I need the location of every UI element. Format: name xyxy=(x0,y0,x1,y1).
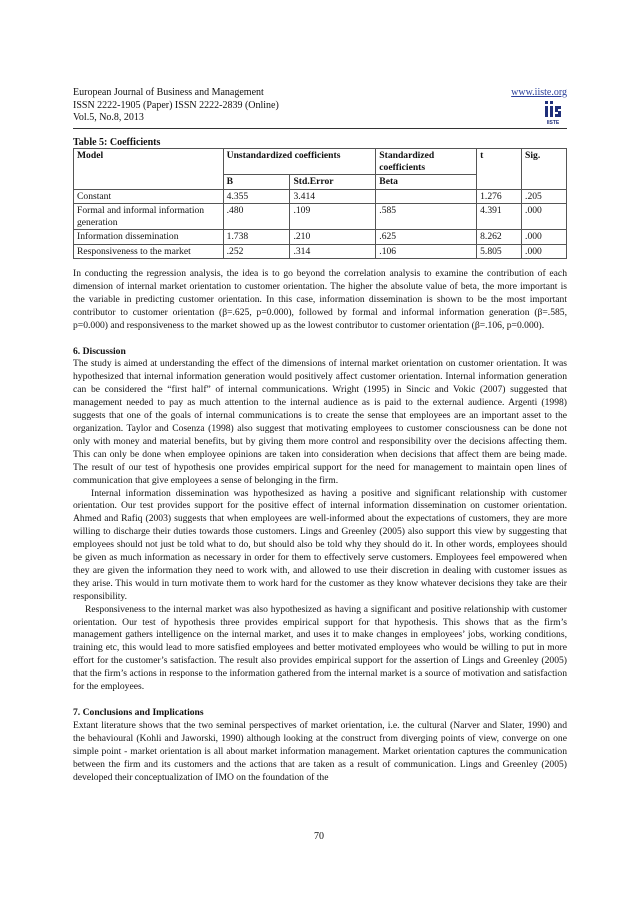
table-row xyxy=(74,244,567,259)
cell-beta: .106 xyxy=(376,244,477,259)
cell-sig: .205 xyxy=(522,189,567,204)
cell-se: 3.414 xyxy=(290,189,376,204)
cell-t: 8.262 xyxy=(477,230,522,245)
col-t: t xyxy=(477,149,522,190)
col-b: B xyxy=(223,175,290,190)
cell-model: Responsiveness to the market xyxy=(74,244,224,259)
table-row xyxy=(74,189,567,204)
section-heading-conclusions: 7. Conclusions and Implications xyxy=(73,707,204,718)
journal-title: European Journal of Business and Management xyxy=(73,87,264,98)
table-caption: Table 5: Coefficients xyxy=(73,137,161,148)
cell-t: 1.276 xyxy=(477,189,522,204)
conclusions-paragraph: Extant literature shows that the two seminal perspectives of market orientation, i.e. the cultural (Narver and Slater, 1990) and the behavioural (Kohli and Jaworski, 1990) although looking at the construct from diverging points of view, converge on one simple point - market orientation is all about market information management. Market orientation captures the communication between the firm and its customers and the actions that are taken as a result of communication. Lings and Greenley (2005) developed their conceptualization of IMO on the foundation of the xyxy=(73,719,567,783)
cell-model: Constant xyxy=(74,189,224,204)
cell-beta xyxy=(376,189,477,204)
journal-issn: ISSN 2222-1905 (Paper) ISSN 2222-2839 (Online) xyxy=(73,99,279,111)
cell-b: .480 xyxy=(223,204,290,230)
article-body xyxy=(73,268,567,784)
logo-text: IISTE xyxy=(546,120,560,125)
cell-sig: .000 xyxy=(522,230,567,245)
cell-t: 5.805 xyxy=(477,244,522,259)
cell-beta: .585 xyxy=(376,204,477,230)
cell-b: 1.738 xyxy=(223,230,290,245)
page-number: 70 xyxy=(314,831,324,842)
page-header xyxy=(73,87,567,125)
journal-url-link[interactable]: www.iiste.org xyxy=(511,87,567,98)
regression-paragraph: In conducting the regression analysis, the idea is to go beyond the correlation analysis to examine the contribution of each dimension of internal market orientation to customer orientation. The higher the absolute value of beta, the more important is the variable in predicting customer orientation. In this case, information dissemination is shown to be the most important contributor to customer orientation (β=.625, p=0.000), followed by formal and informal information generation (β=.585, p=0.000) and responsiveness to the market showed up as the lowest contributor to customer orientation (β=.106, p=0.000). xyxy=(73,268,567,331)
cell-b: 4.355 xyxy=(223,189,290,204)
cell-t: 4.391 xyxy=(477,204,522,230)
iiste-logo-icon xyxy=(542,101,564,125)
col-unstandardized: Unstandardized coefficients xyxy=(223,149,376,175)
coefficients-table xyxy=(73,148,567,259)
cell-se: .314 xyxy=(290,244,376,259)
discussion-paragraph-1: The study is aimed at understanding the effect of the dimensions of internal market orientation on customer orientation. It was hypothesized that internal information generation would positively affect customer orientation. Internal information generation can be considered the “first half” of internal communications. Wright (1995) in Sincic and Vokic (2007) suggested that management needed to pay as much attention to the internal audience as is paid to the external audience. Argenti (1998) suggests that one of the goals of internal communications is to create the sense that employees are an important asset to the organization. Taylor and Cosenza (1998) also suggest that motivating employees to customer consciousness can be done not only with money and material benefits, but by giving them more control and responsibility over the decisions affecting them. This can only be done when employee opinions are taken into consideration when decisions that affect them are being made. The result of our test of hypothesis one provides empirical support for the need for management to maintain open lines of communication that give employees a sense of belonging in the firm. xyxy=(73,358,567,486)
discussion-paragraph-2: Internal information dissemination was hypothesized as having a positive and significant relationship with customer orientation. Our test provides support for the positive effect of internal information dissemination on customer orientation. Ahmed and Rafiq (2003) suggests that when employees are well-informed about the expectations of customers, they are more willing to discharge their duties towards those customers. Lings and Greenley (2005) also support this view by suggesting that employees should not just be told what to do, but should also be told why they should do it. In other words, employees should be given as much information as necessary in order for them to effectively serve customers. Employees feel empowered when they are given the information they need to work with, and allowed to use their discretion in dealing with customer issues as they arise. This would in turn motivate them to work hard for the customer as they know whatever decisions they take are their responsibility. xyxy=(73,487,567,602)
header-divider xyxy=(73,128,567,129)
discussion-paragraph-3: Responsiveness to the internal market was also hypothesized as having a significant and positive relationship with customer orientation. Our test of hypothesis three provides empirical support for that hypothesis. This shows that as the firm’s management gathers intelligence on the internal market, and uses it to make changes in employees’ jobs, working conditions, training etc, this would lead to more satisfied employees and better motivated employees who would be willing to put in more effort for the customer’s satisfaction. The result also provides empirical support for the assertion of Lings and Greenley (2005) that the firm’s actions in response to the information gathered from the internal market is a source of motivation and satisfaction for the employees. xyxy=(73,603,567,693)
cell-sig: .000 xyxy=(522,244,567,259)
col-beta: Beta xyxy=(376,175,477,190)
cell-model: Formal and informal information generation xyxy=(74,204,224,230)
cell-model: Information dissemination xyxy=(74,230,224,245)
cell-sig: .000 xyxy=(522,204,567,230)
cell-se: .109 xyxy=(290,204,376,230)
col-std-error: Std.Error xyxy=(290,175,376,190)
table-header-row xyxy=(74,149,567,175)
col-standardized: Standardized coefficients xyxy=(376,149,477,175)
cell-se: .210 xyxy=(290,230,376,245)
table-row xyxy=(74,230,567,245)
col-model: Model xyxy=(74,149,224,190)
journal-volume: Vol.5, No.8, 2013 xyxy=(73,112,144,123)
cell-b: .252 xyxy=(223,244,290,259)
col-sig: Sig. xyxy=(522,149,567,190)
cell-beta: .625 xyxy=(376,230,477,245)
section-heading-discussion: 6. Discussion xyxy=(73,345,126,357)
table-row xyxy=(74,204,567,230)
